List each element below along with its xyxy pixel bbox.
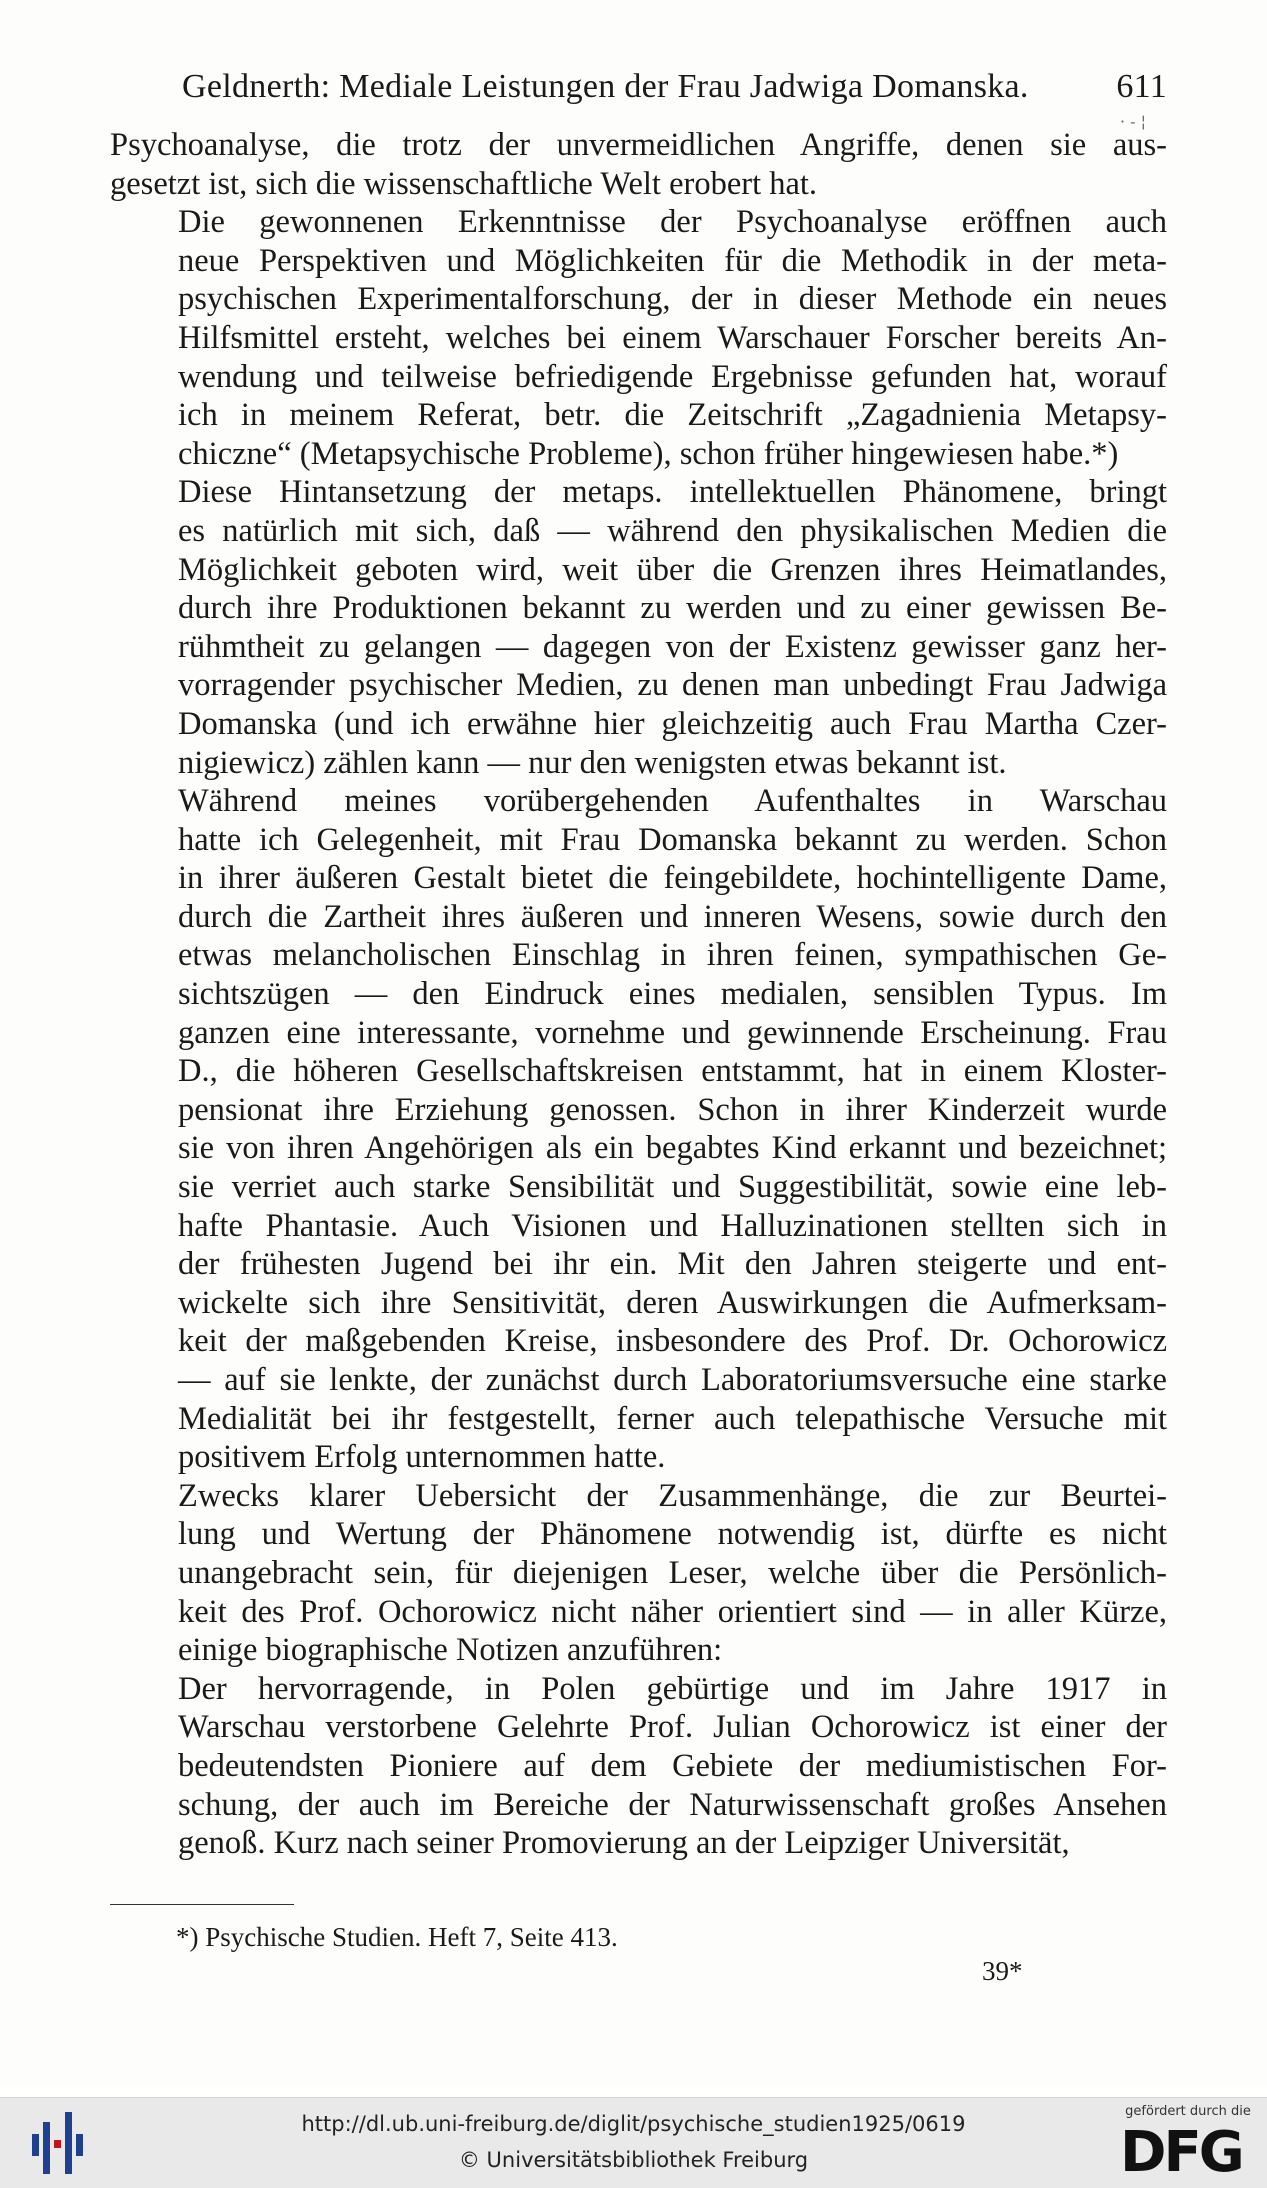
paragraph-6: [110, 1670, 1167, 1863]
text-line: keit der maßgebenden Kreise, insbesondere des Prof. Dr. Ochorowicz: [178, 1323, 1167, 1360]
running-header: [182, 68, 1167, 112]
running-title: Geldnerth: Mediale Leistungen der Frau Jadwiga Domanska.: [182, 68, 1029, 105]
text-line: pensionat ihre Erziehung genossen. Schon in ihrer Kinderzeit wurde: [178, 1091, 1167, 1128]
text-line: Psychoanalyse, die trotz der unvermeidlichen Angriffe, denen sie aus-: [110, 127, 1167, 163]
dfg-funding-text: gefördert durch die: [1125, 2104, 1251, 2119]
text-line: der frühesten Jugend bei ihr ein. Mit den Jahren steigerte und ent-: [178, 1246, 1167, 1283]
text-line: vorragender psychischer Medien, zu denen man unbedingt Frau Jadwiga: [178, 667, 1167, 704]
text-line: genoß. Kurz nach seiner Promovierung an der Leipziger Universität,: [178, 1825, 1070, 1862]
text-line: durch ihre Produktionen bekannt zu werden und zu einer gewissen Be-: [178, 590, 1167, 627]
text-line: etwas melancholischen Einschlag in ihren feinen, sympathischen Ge-: [178, 937, 1167, 974]
scan-marks: · ‐ ¦: [1120, 112, 1147, 131]
text-line: Zwecks klarer Uebersicht der Zusammenhänge, die zur Beurtei-: [178, 1477, 1167, 1514]
page-body: [110, 126, 1167, 1863]
text-line: sichtszügen — den Eindruck eines medialen, sensiblen Typus. Im: [178, 976, 1167, 1013]
text-line: Möglichkeit geboten wird, weit über die Grenzen ihres Heimatlandes,: [178, 551, 1167, 588]
text-line: schung, der auch im Bereiche der Naturwissenschaft großes Ansehen: [178, 1786, 1167, 1823]
text-line: Während meines vorübergehenden Aufenthaltes in Warschau: [178, 783, 1167, 820]
text-line: sie von ihren Angehörigen als ein begabtes Kind erkannt und bezeichnet;: [178, 1130, 1167, 1167]
text-line: chiczne“ (Metapsychische Probleme), schon früher hingewiesen habe.*): [178, 435, 1119, 472]
text-line: Warschau verstorbene Gelehrte Prof. Julian Ochorowicz ist einer der: [178, 1709, 1167, 1746]
text-line: wendung und teilweise befriedigende Ergebnisse gefunden hat, worauf: [178, 358, 1167, 395]
text-line: hafte Phantasie. Auch Visionen und Halluzinationen stellten sich in: [178, 1207, 1167, 1244]
paragraph-5: [110, 1477, 1167, 1670]
footnote: *) Psychische Studien. Heft 7, Seite 413.: [176, 1922, 618, 1952]
text-line: es natürlich mit sich, daß — während den physikalischen Medien die: [178, 512, 1167, 549]
page-number: 611: [1116, 68, 1167, 105]
text-line: — auf sie lenkte, der zunächst durch Laboratoriumsversuche eine starke: [178, 1362, 1167, 1398]
text-line: Domanska (und ich erwähne hier gleichzeitig auch Frau Martha Czer-: [178, 705, 1167, 742]
viewer-footer: [0, 2097, 1267, 2188]
document-url-link[interactable]: http://dl.ub.uni-freiburg.de/diglit/psychische_studien1925/0619: [301, 2112, 966, 2136]
signature-mark: 39*: [982, 1956, 1023, 1986]
text-line: durch die Zartheit ihres äußeren und inneren Wesens, sowie durch den: [178, 898, 1167, 935]
text-line: sie verriet auch starke Sensibilität und Suggestibilität, sowie eine leb-: [178, 1169, 1167, 1206]
text-line: unangebracht sein, für diejenigen Leser, welche über die Persönlich-: [178, 1554, 1167, 1591]
text-line: lung und Wertung der Phänomene notwendig ist, dürfte es nicht: [178, 1516, 1167, 1553]
text-line: nigiewicz) zählen kann — nur den wenigsten etwas bekannt ist.: [178, 744, 1007, 781]
text-line: positivem Erfolg unternommen hatte.: [178, 1439, 666, 1476]
text-line: ich in meinem Referat, betr. die Zeitschrift „Zagadnienia Metapsy-: [178, 397, 1167, 434]
text-line: Der hervorragende, in Polen gebürtige und im Jahre 1917 in: [178, 1670, 1167, 1707]
text-line: in ihrer äußeren Gestalt bietet die feingebildete, hochintelligente Dame,: [178, 860, 1167, 897]
text-line: keit des Prof. Ochorowicz nicht näher orientiert sind — in aller Kürze,: [178, 1593, 1167, 1630]
text-line: D., die höheren Gesellschaftskreisen entstammt, hat in einem Kloster-: [178, 1053, 1167, 1090]
paragraph-3: [110, 473, 1167, 782]
text-line: psychischen Experimentalforschung, der in dieser Methode ein neues: [178, 281, 1167, 318]
text-line: rühmtheit zu gelangen — dagegen von der Existenz gewisser ganz her-: [178, 628, 1167, 665]
text-line: wickelte sich ihre Sensitivität, deren Auswirkungen die Aufmerksam-: [178, 1284, 1167, 1321]
paragraph-2: [110, 203, 1167, 473]
dfg-wordmark: DFG: [1120, 2120, 1242, 2185]
text-line: hatte ich Gelegenheit, mit Frau Domanska bekannt zu werden. Schon: [178, 821, 1167, 858]
paragraph-1: [110, 126, 1167, 203]
text-line: Diese Hintansetzung der metaps. intellektuellen Phänomene, bringt: [178, 474, 1167, 511]
dfg-logo: [1118, 2104, 1258, 2184]
text-line: Medialität bei ihr festgestellt, ferner auch telepathische Versuche mit: [178, 1400, 1167, 1437]
text-line: neue Perspektiven und Möglichkeiten für die Methodik in der meta-: [178, 242, 1167, 279]
copyright-text: © Universitätsbibliothek Freiburg: [458, 2148, 809, 2172]
text-line: Hilfsmittel ersteht, welches bei einem Warschauer Forscher bereits An-: [178, 319, 1167, 356]
paragraph-4: [110, 782, 1167, 1477]
text-line: bedeutendsten Pioniere auf dem Gebiete der mediumistischen For-: [178, 1747, 1167, 1784]
text-line: Die gewonnenen Erkenntnisse der Psychoanalyse eröffnen auch: [178, 204, 1167, 241]
text-line: ganzen eine interessante, vornehme und gewinnende Erscheinung. Frau: [178, 1014, 1167, 1051]
text-line: einige biographische Notizen anzuführen:: [178, 1632, 723, 1669]
footnote-rule: [110, 1904, 294, 1905]
text-line: gesetzt ist, sich die wissenschaftliche Welt erobert hat.: [110, 165, 818, 202]
